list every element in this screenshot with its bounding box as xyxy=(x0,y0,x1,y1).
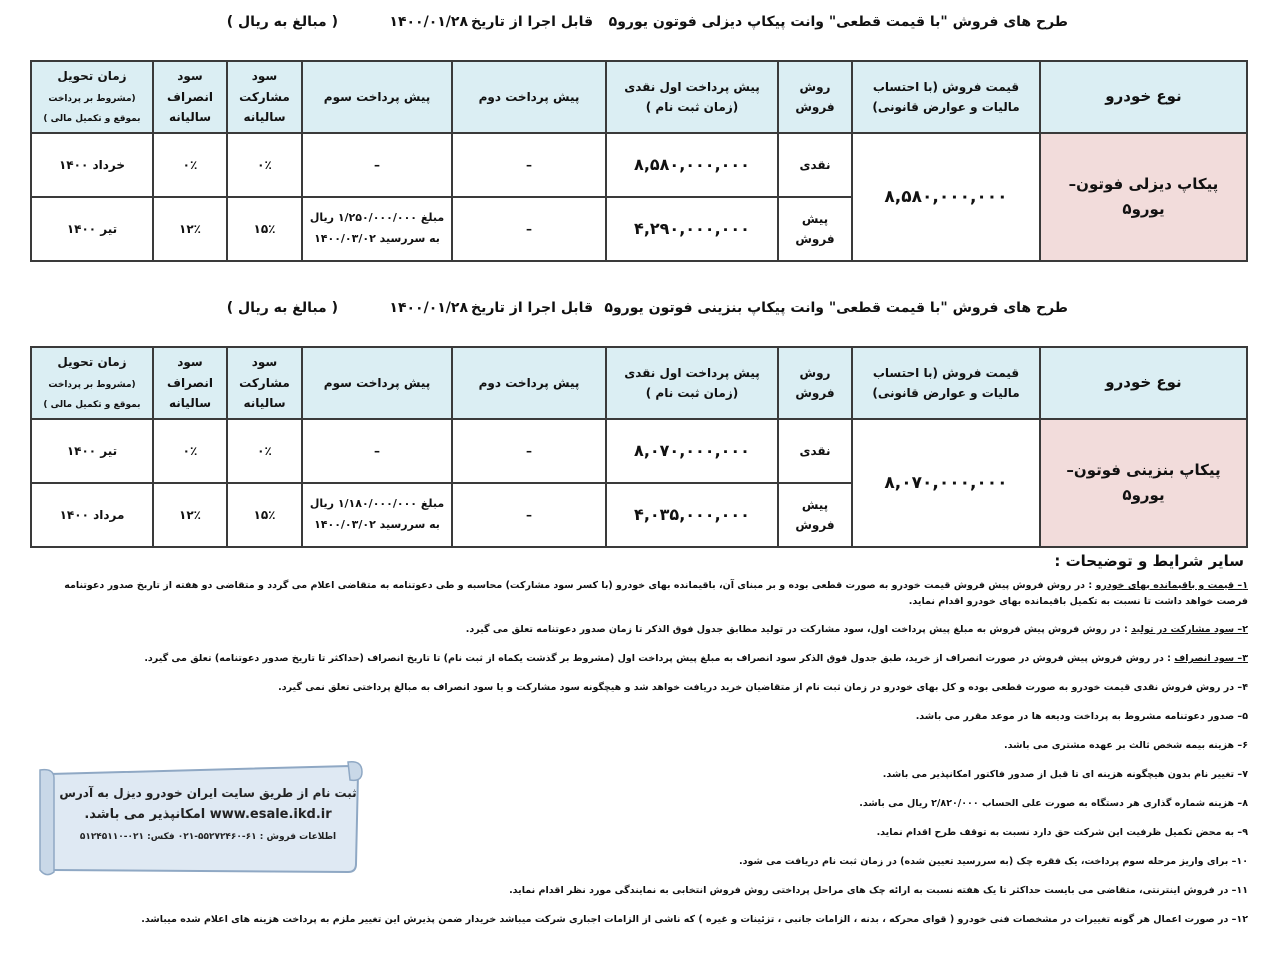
plan-title: طرح های فروش "با قیمت قطعی" وانت پیکاپ دیزلی فوتون یورو۵ xyxy=(608,14,1068,30)
notice-contact: اطلاعات فروش : ۶۱-۵۵۲۷۲۴۶۰-۰۲۱ فکس: ۰۲۱-۵۱۲۴۵۱۱۰ xyxy=(79,832,337,842)
term-item xyxy=(32,883,1248,912)
header-price: قیمت فروش (با احتساب مالیات و عوارض قانونی) xyxy=(852,347,1040,419)
third-payment: مبلغ ۱/۱۸۰/۰۰۰/۰۰۰ ریال به سررسید ۱۴۰۰/۰۳/۰۲ xyxy=(302,483,452,547)
term-text: ۸– هزینه شماره گذاری هر دستگاه به صورت علی الحساب ۲/۸۲۰/۰۰۰ ریال می باشد. xyxy=(859,798,1248,809)
sale-method: نقدی xyxy=(778,419,852,483)
header-method: روش فروش xyxy=(778,61,852,133)
car-name: پیکاپ بنزینی فوتون– یورو۵ xyxy=(1040,419,1247,547)
header-participation: سود مشارکت سالیانه xyxy=(227,61,302,133)
term-text: ۶– هزینه بیمه شخص ثالث بر عهده مشتری می باشد. xyxy=(1004,740,1248,751)
second-payment: – xyxy=(452,197,606,261)
third-payment: مبلغ ۱/۲۵۰/۰۰۰/۰۰۰ ریال به سررسید ۱۴۰۰/۰۳/۰۲ xyxy=(302,197,452,261)
term-item xyxy=(32,709,1248,738)
term-item xyxy=(32,651,1248,680)
plan-title: طرح های فروش "با قیمت قطعی" وانت پیکاپ بنزینی فوتون یورو۵ xyxy=(604,300,1068,316)
plan-title-bar xyxy=(32,4,1248,44)
table-row xyxy=(31,133,1247,197)
header-second-payment: پیش پرداخت دوم xyxy=(452,347,606,419)
sale-price: ۸,۵۸۰,۰۰۰,۰۰۰ xyxy=(852,133,1040,261)
term-text: ۴– در روش فروش نقدی قیمت خودرو به صورت قطعی بوده و کل بهای خودرو در زمان ثبت نام از متقاضیان خرید دریافت خواهد شد و هیچگونه سود مشارکت و یا سود انصراف به مبالغ پرداختی تعلق نمی گیرد. xyxy=(278,682,1248,693)
first-payment: ۴,۲۹۰,۰۰۰,۰۰۰ xyxy=(606,197,778,261)
plan-diesel xyxy=(32,4,1248,262)
term-item xyxy=(32,680,1248,709)
sale-method: نقدی xyxy=(778,133,852,197)
valid-from-date: ۱۴۰۰/۰۱/۲۸ xyxy=(389,300,468,316)
term-text: ۱۰– برای واریز مرحله سوم پرداخت، یک فقره چک (به سررسید تعیین شده) در زمان ثبت نام دریافت می شود. xyxy=(739,856,1248,867)
cancellation-profit: ۰٪ xyxy=(153,133,227,197)
term-item xyxy=(32,578,1248,622)
term-text: : در روش فروش پیش فروش قیمت خودرو به صورت قطعی بوده و بر مبنای آن، باقیمانده بهای خودرو (با کسر سود مشارکت) محاسبه و طی دعوتنامه به متقاضی اعلام می گردد و متقاضی دو هفته از تاریخ صدور دعوتنامه فرصت خواهد داشت تا نسبت به تکمیل باقیمانده بهای خودرو اقدام نماید. xyxy=(64,580,1248,607)
header-delivery-note: (مشروط بر پرداخت بموقع و تکمیل مالی ) xyxy=(43,379,141,411)
price-table xyxy=(30,60,1248,262)
sale-method: پیش فروش xyxy=(778,483,852,547)
sale-price: ۸,۰۷۰,۰۰۰,۰۰۰ xyxy=(852,419,1040,547)
participation-profit: ۱۵٪ xyxy=(227,197,302,261)
term-text: : در روش فروش پیش فروش به مبلغ پیش پرداخت اول، سود مشارکت در تولید مطابق جدول فوق الذکر تا زمان صدور دعوتنامه تعلق می گیرد. xyxy=(465,624,1132,635)
term-prefix: ۲– سود مشارکت در تولید xyxy=(1131,624,1248,635)
amount-unit: ( مبالغ به ریال ) xyxy=(226,14,338,30)
header-car-type: نوع خودرو xyxy=(1040,61,1247,133)
participation-profit: ۰٪ xyxy=(227,419,302,483)
header-first-payment: پیش پرداخت اول نقدی (زمان ثبت نام ) xyxy=(606,61,778,133)
header-price: قیمت فروش (با احتساب مالیات و عوارض قانونی) xyxy=(852,61,1040,133)
valid-from-label: قابل اجرا از تاریخ xyxy=(471,14,593,30)
term-text: ۱۲– در صورت اعمال هر گونه تغییرات در مشخصات فنی خودرو ( قوای محرکه ، بدنه ، الزامات جانبی ، تزئینات و غیره ) که ناشی از الزامات اجباری شرکت میباشد خریدار ضمن پذیرش این تغییر ملزم به پرداخت هزینه های اعلام شده میباشد. xyxy=(141,914,1248,925)
term-prefix: ۳– سود انصراف xyxy=(1174,653,1248,664)
term-text: ۹– به محض تکمیل ظرفیت این شرکت حق دارد نسبت به توقف طرح اقدام نماید. xyxy=(876,827,1248,838)
terms-section xyxy=(32,552,1248,941)
header-method: روش فروش xyxy=(778,347,852,419)
delivery-time: تیر ۱۴۰۰ xyxy=(31,419,153,483)
participation-profit: ۱۵٪ xyxy=(227,483,302,547)
plan-title-bar xyxy=(32,290,1248,330)
valid-from-date: ۱۴۰۰/۰۱/۲۸ xyxy=(389,14,468,30)
header-participation: سود مشارکت سالیانه xyxy=(227,347,302,419)
term-prefix: ۱– قیمت و باقیمانده بهای خودرو xyxy=(1095,580,1248,591)
car-name: پیکاپ دیزلی فوتون– یورو۵ xyxy=(1040,133,1247,261)
terms-title: سایر شرایط و توضیحات : xyxy=(1054,552,1244,570)
first-payment: ۸,۰۷۰,۰۰۰,۰۰۰ xyxy=(606,419,778,483)
price-table xyxy=(30,346,1248,548)
header-second-payment: پیش پرداخت دوم xyxy=(452,61,606,133)
term-item xyxy=(32,912,1248,941)
sale-method: پیش فروش xyxy=(778,197,852,261)
notice-line1: ثبت نام از طریق سایت ایران خودرو دیزل به آدرس xyxy=(59,786,357,800)
header-cancellation: سود انصراف سالیانه xyxy=(153,347,227,419)
term-text: ۱۱– در فروش اینترنتی، متقاضی می بایست حداکثر تا یک هفته نسبت به ارائه چک های مراحل پرداختی روش فروش انتخابی به نمایندگی مورد نظر اقدام نماید. xyxy=(509,885,1248,896)
notice-line2 xyxy=(58,804,358,826)
delivery-time: خرداد ۱۴۰۰ xyxy=(31,133,153,197)
registration-notice xyxy=(36,760,366,878)
term-text: : در روش فروش پیش فروش در صورت انصراف از خرید، طبق جدول فوق الذکر سود انصراف به مبلغ پیش پرداخت اول (مشروط بر گذشت یکماه از ثبت نام) تا تاریخ انصراف (حداکثر تا تاریخ صدور دعوتنامه) تعلق می گیرد. xyxy=(144,653,1175,664)
term-text: ۵– صدور دعوتنامه مشروط به پرداخت ودیعه ها در موعد مقرر می باشد. xyxy=(915,711,1248,722)
second-payment: – xyxy=(452,419,606,483)
cancellation-profit: ۰٪ xyxy=(153,419,227,483)
header-third-payment: پیش پرداخت سوم xyxy=(302,61,452,133)
header-row xyxy=(31,347,1247,419)
participation-profit: ۰٪ xyxy=(227,133,302,197)
first-payment: ۸,۵۸۰,۰۰۰,۰۰۰ xyxy=(606,133,778,197)
delivery-time: تیر ۱۴۰۰ xyxy=(31,197,153,261)
delivery-time: مرداد ۱۴۰۰ xyxy=(31,483,153,547)
header-third-payment: پیش پرداخت سوم xyxy=(302,347,452,419)
plan-petrol xyxy=(32,290,1248,548)
second-payment: – xyxy=(452,483,606,547)
table-row xyxy=(31,419,1247,483)
header-car-type: نوع خودرو xyxy=(1040,347,1247,419)
second-payment: – xyxy=(452,133,606,197)
term-text: ۷– تغییر نام بدون هیچگونه هزینه ای تا قبل از صدور فاکتور امکانپذیر می باشد. xyxy=(882,769,1248,780)
third-payment: – xyxy=(302,133,452,197)
header-first-payment: پیش پرداخت اول نقدی (زمان ثبت نام ) xyxy=(606,347,778,419)
notice-text xyxy=(58,782,358,848)
third-payment: – xyxy=(302,419,452,483)
header-row xyxy=(31,61,1247,133)
header-delivery xyxy=(31,347,153,419)
cancellation-profit: ۱۲٪ xyxy=(153,197,227,261)
header-delivery-label: زمان تحویل xyxy=(57,69,127,84)
first-payment: ۴,۰۳۵,۰۰۰,۰۰۰ xyxy=(606,483,778,547)
header-delivery-label: زمان تحویل xyxy=(57,355,127,370)
term-item xyxy=(32,622,1248,651)
header-cancellation: سود انصراف سالیانه xyxy=(153,61,227,133)
cancellation-profit: ۱۲٪ xyxy=(153,483,227,547)
header-delivery-note: (مشروط بر پرداخت بموقع و تکمیل مالی ) xyxy=(43,93,141,125)
notice-url[interactable]: www.esale.ikd.ir xyxy=(209,807,332,822)
valid-from-label: قابل اجرا از تاریخ xyxy=(471,300,593,316)
header-delivery xyxy=(31,61,153,133)
notice-line2-suffix: امکانپذیر می باشد. xyxy=(84,807,206,822)
amount-unit: ( مبالغ به ریال ) xyxy=(226,300,338,316)
